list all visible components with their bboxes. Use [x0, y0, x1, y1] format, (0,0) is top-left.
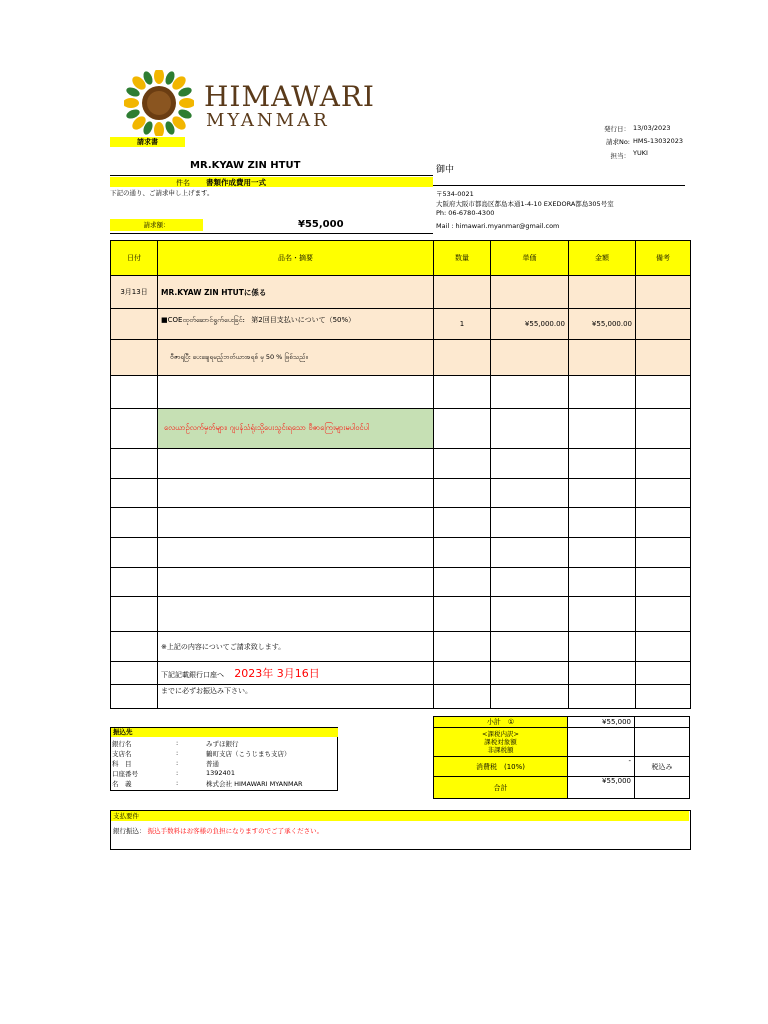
- account-number-label: 口座番号: [112, 769, 138, 778]
- due-tail-text: までに必ずお振込み下さい。: [158, 685, 434, 709]
- account-type-label: 科 目: [112, 759, 132, 768]
- document-title: 請求書: [110, 137, 185, 147]
- staff-name: YUKI: [633, 149, 648, 157]
- bank-sep: :: [176, 769, 179, 777]
- issue-date: 13/03/2023: [633, 124, 671, 132]
- client-honorific: 御中: [436, 165, 455, 175]
- payment-prefix: 銀行振込：: [113, 827, 146, 835]
- row2-unit-price: ¥55,000.00: [491, 309, 569, 340]
- bank-lead-text: 下記記載銀行口座へ: [161, 671, 224, 679]
- exclusion-note: လေယာဉ်လက်မှတ်များ၊ ဂျပန်သံရုံးသို့ပေးသွင်းရသော ဗီဇာကြေးများမပါဝင်ပါ: [158, 409, 434, 449]
- table-row: [111, 568, 691, 597]
- amount-value: ¥55,000: [298, 219, 344, 230]
- subtotal-value: ¥55,000: [568, 717, 635, 728]
- totals-table: [433, 716, 690, 799]
- due-date: 2023年 3月16日: [234, 667, 320, 680]
- sunflower-icon: [124, 70, 194, 136]
- table-row: [111, 597, 691, 632]
- bank-sep: :: [176, 759, 179, 767]
- bank-sep: :: [176, 749, 179, 757]
- total-row: [434, 777, 690, 799]
- bank-sep: :: [176, 739, 179, 747]
- tax-note: 税込み: [635, 757, 690, 777]
- bank-row: [110, 748, 336, 758]
- total-label: 合計: [434, 777, 568, 799]
- header-note: 備考: [636, 241, 691, 276]
- company-address: 大阪府大阪市都島区都島本通1-4-10 EXEDORA都島305号室: [436, 200, 614, 208]
- table-row: [111, 479, 691, 508]
- tax-value: -: [568, 757, 635, 777]
- bank-details: [110, 738, 336, 788]
- header-unit-price: 単価: [491, 241, 569, 276]
- row1-item: MR.KYAW ZIN HTUTに係る: [158, 276, 434, 309]
- table-row: [111, 409, 691, 449]
- company-phone: Ph: 06-6780-4300: [436, 209, 495, 217]
- subtotal-row: [434, 717, 690, 728]
- staff-label: 担当：: [610, 152, 630, 160]
- subject-value: 書類作成費用一式: [206, 178, 266, 187]
- payment-note: 振込手数料はお客様の負担になりますのでご了承ください。: [147, 827, 324, 835]
- header-item: 品名・摘要: [158, 241, 434, 276]
- items-table: [110, 240, 691, 709]
- table-row: [111, 538, 691, 568]
- table-row: [111, 508, 691, 538]
- payment-title: 支払要件: [111, 811, 689, 821]
- row1-date: 3月13日: [111, 276, 158, 309]
- header-amount: 金額: [569, 241, 636, 276]
- branch-label: 支店名: [112, 749, 132, 758]
- table-row: [111, 276, 691, 309]
- amount-label: 請求額：: [110, 219, 203, 231]
- amount-underline: [110, 233, 433, 234]
- client-underline: [110, 175, 433, 176]
- account-holder-label: 名 義: [112, 779, 132, 788]
- nontax-label: 非課税額: [487, 746, 514, 754]
- row2-amount: ¥55,000.00: [569, 309, 636, 340]
- payment-line: [113, 826, 323, 835]
- bank-row: [110, 738, 336, 748]
- row2-qty: 1: [434, 309, 491, 340]
- table-row: [111, 632, 691, 662]
- invoice-no: HMS-13032023: [633, 137, 684, 145]
- breakdown-title: <課税内訳>: [482, 730, 519, 738]
- company-postal: 〒534-0021: [436, 190, 474, 198]
- company-mail: Mail : himawari.myanmar@gmail.com: [436, 222, 560, 230]
- tax-row: [434, 757, 690, 777]
- branch-value: 鶴町支店（こうじまち支店）: [206, 749, 291, 758]
- table-row: [111, 376, 691, 409]
- account-type-value: 普通: [206, 759, 219, 768]
- tax-breakdown-row: [434, 728, 690, 757]
- bank-name-value: みずほ銀行: [206, 739, 239, 748]
- table-row: [111, 449, 691, 479]
- logo-line1: HIMAWARI: [204, 80, 375, 113]
- issue-date-label: 発行日：: [604, 125, 630, 133]
- table-row: [111, 685, 691, 709]
- table-row: [111, 309, 691, 340]
- header-date: 日付: [111, 241, 158, 276]
- subject-label: 件名: [176, 179, 190, 187]
- taxable-label: 課税対象額: [484, 738, 517, 746]
- bank-row: [110, 778, 336, 788]
- subtotal-label: 小計 ①: [434, 717, 568, 728]
- company-info-rule: [433, 185, 685, 186]
- bank-name-label: 銀行名: [112, 739, 132, 748]
- row3-item: ဗီဇာရပြီး ပေးချေရမည့်ဘတ်ယာအရစ် မှ 50 % ဖြစ်သည်။: [158, 340, 434, 376]
- total-value: ¥55,000: [568, 777, 635, 799]
- subject-bar: [110, 177, 433, 187]
- items-header-row: [111, 241, 691, 276]
- account-number-value: 1392401: [206, 769, 235, 777]
- bank-title: 振込先: [111, 728, 338, 737]
- header-qty: 数量: [434, 241, 491, 276]
- bank-row: [110, 768, 336, 778]
- bank-sep: :: [176, 779, 179, 787]
- client-name: MR.KYAW ZIN HTUT: [190, 160, 301, 171]
- logo-line2: MYANMAR: [206, 110, 330, 131]
- account-holder-value: 株式会社 HIMAWARI MYANMAR: [206, 779, 303, 788]
- table-row: [111, 340, 691, 376]
- company-logo: [118, 70, 380, 136]
- bank-row: [110, 758, 336, 768]
- tax-label: 消費税 (10%): [434, 757, 568, 777]
- invoice-no-label: 請求No:: [605, 138, 630, 146]
- row2-item: ■COEထုတ်ဆောင်ရွက်ပေးခြင်း 第2回目支払いについて（50%）: [158, 309, 434, 340]
- request-note: ※上記の内容についてご請求致します。: [158, 632, 434, 662]
- table-row: [111, 662, 691, 685]
- intro-text: 下記の通り、ご請求申し上げます。: [110, 189, 214, 197]
